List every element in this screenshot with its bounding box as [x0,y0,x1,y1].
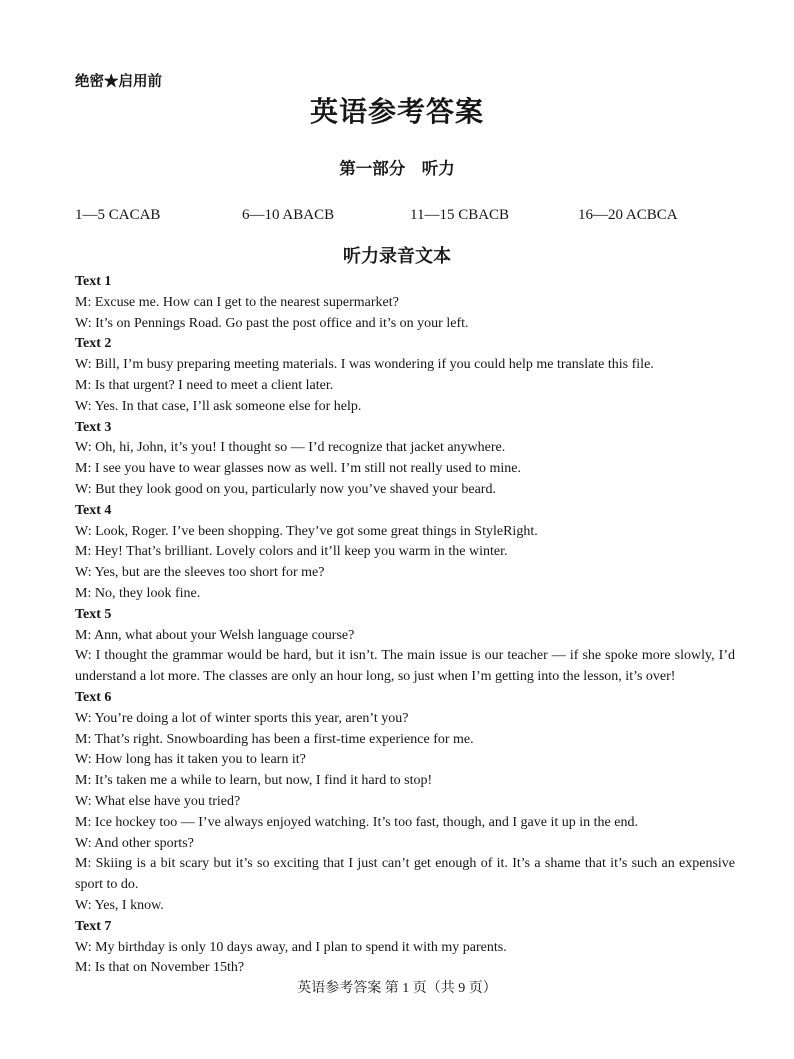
answer-group-1-5: 1—5 CACAB [75,207,161,223]
text-section-heading: Text 7 [75,918,112,934]
transcript-line: M: Is that urgent? I need to meet a client later. [75,377,334,393]
text-section-heading: Text 5 [75,606,112,622]
transcript-line: M: Excuse me. How can I get to the nearest supermarket? [75,294,399,310]
answer-group-11-15: 11—15 CBACB [410,207,510,223]
transcript-line: M: No, they look fine. [75,585,201,601]
transcript-line: M: I see you have to wear glasses now as well. I’m still not really used to mine. [75,461,521,477]
transcript-line: W: And other sports? [75,835,194,851]
listening-answers-row [75,206,754,225]
transcript-line: W: How long has it taken you to learn it? [75,752,306,768]
page-title: 英语参考答案 [309,96,484,127]
text-section-heading: Text 2 [75,336,112,352]
transcript-line: W: Look, Roger. I’ve been shopping. They’ve got some great things in StyleRight. [75,523,538,539]
transcript-line: M: That’s right. Snowboarding has been a first-time experience for me. [75,731,474,747]
transcript-line: M: Is that on November 15th? [75,960,245,976]
transcript-line: W: Bill, I’m busy preparing meeting materials. I was wondering if you could help me translate this file. [75,357,654,373]
transcript-line: W: Yes, but are the sleeves too short for me? [75,565,325,581]
transcript-heading: 听力录音文本 [343,246,451,266]
transcript-line: W: My birthday is only 10 days away, and I plan to spend it with my parents. [75,939,507,955]
text-section-heading: Text 1 [75,274,112,289]
transcript-line: M: Skiing is a bit scary but it’s so exciting that I just can’t get enough of it. It’s a shame that it’s such an expensive sport to do. [75,856,735,893]
transcript-line: W: I thought the grammar would be hard, but it isn’t. The main issue is our teacher — if she spoke more slowly, I’d understand a lot more. The classes are only an hour long, so just when I’m getting into the lesson, it’s over! [75,648,735,685]
answer-group-6-10: 6—10 ABACB [242,207,335,223]
section-heading-listening: 第一部分 听力 [339,160,455,178]
text-section-heading: Text 6 [75,689,112,705]
transcript-line: M: Hey! That’s brilliant. Lovely colors and it’ll keep you warm in the winter. [75,544,508,560]
transcript-line: M: Ice hockey too — I’ve always enjoyed watching. It’s too fast, though, and I gave it up in the end. [75,814,638,830]
transcript-line: M: It’s taken me a while to learn, but now, I find it hard to stop! [75,773,433,789]
transcript-line: W: You’re doing a lot of winter sports this year, aren’t you? [75,710,409,726]
transcript-line: W: What else have you tried? [75,793,241,809]
transcript-line: W: Yes. In that case, I’ll ask someone else for help. [75,398,362,414]
text-section-heading: Text 4 [75,502,112,518]
transcript-lines [75,272,735,979]
transcript-line: W: Yes, I know. [75,897,164,913]
transcript-line: W: Oh, hi, John, it’s you! I thought so — I’d recognize that jacket anywhere. [75,440,506,456]
transcript-line: W: It’s on Pennings Road. Go past the post office and it’s on your left. [75,315,469,331]
page-footer: 英语参考答案 第 1 页（共 9 页） [297,981,497,996]
secrecy-label: 绝密★启用前 [75,74,162,90]
transcript-line: M: Ann, what about your Welsh language course? [75,627,355,643]
text-section-heading: Text 3 [75,419,112,435]
transcript-line: W: But they look good on you, particularly now you’ve shaved your beard. [75,481,496,497]
answer-group-16-20: 16—20 ACBCA [578,207,678,223]
